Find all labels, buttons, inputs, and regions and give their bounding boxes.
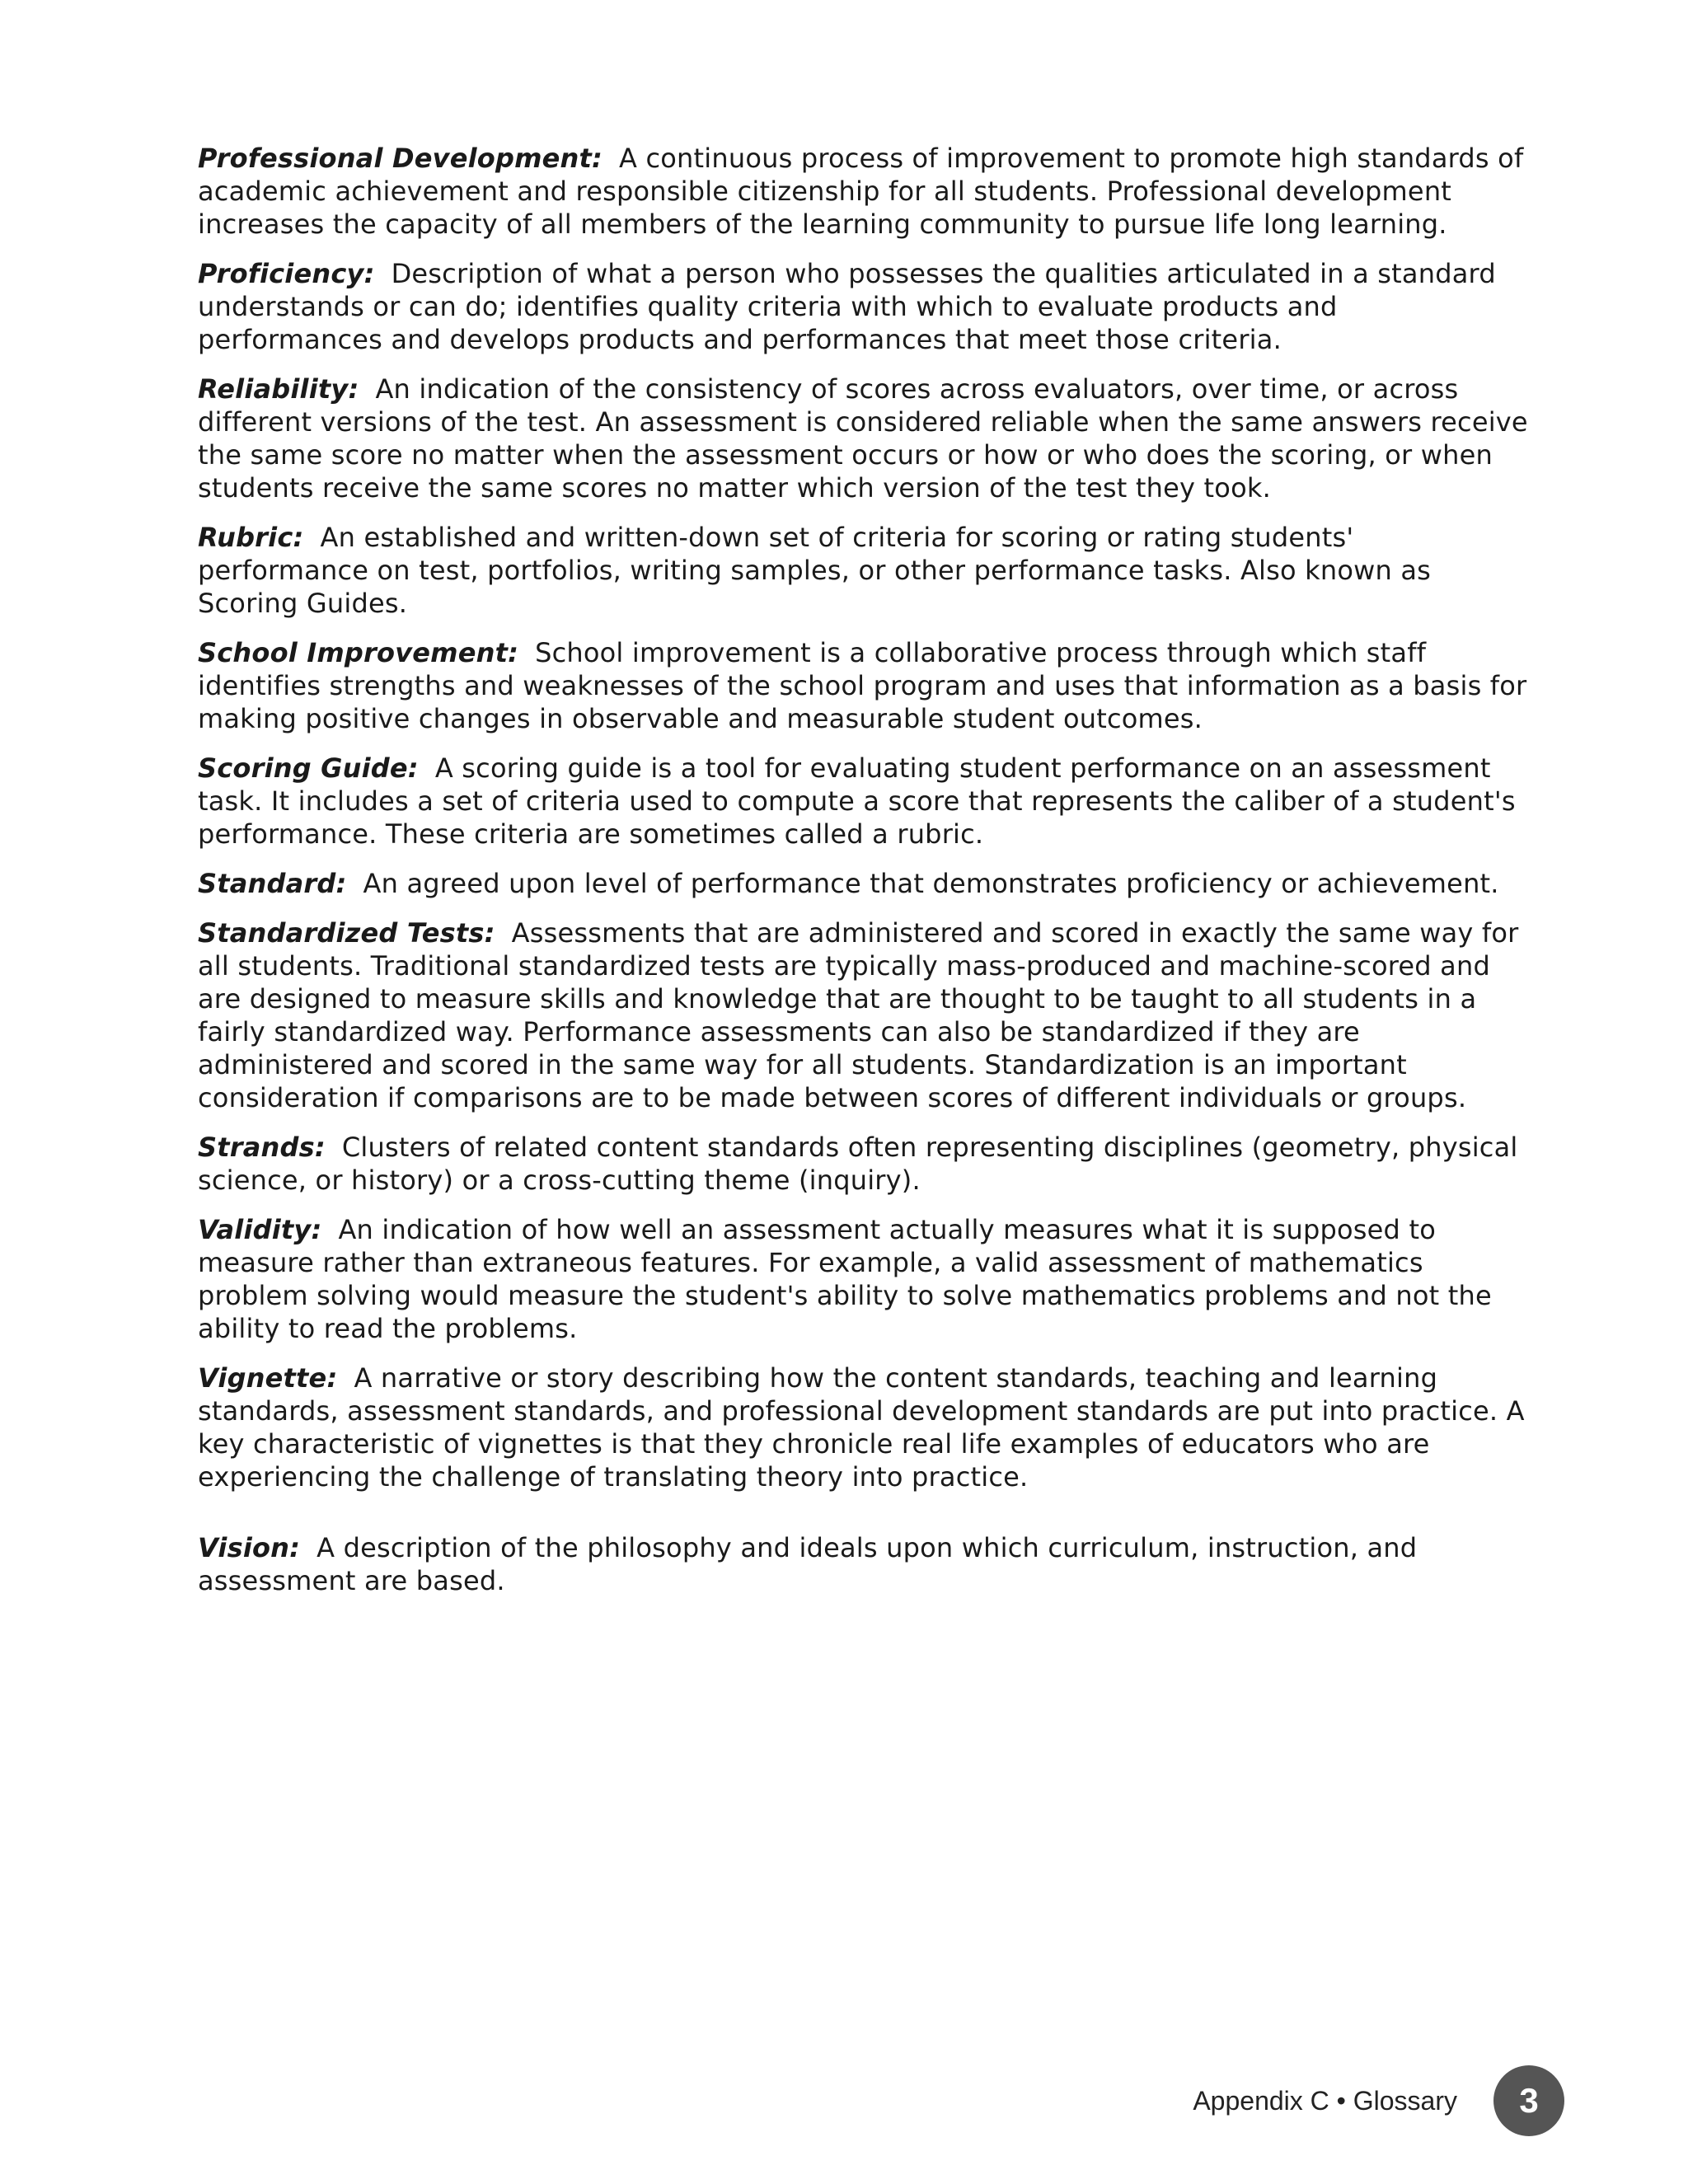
glossary-definition: An established and written-down set of criteria for scoring or rating students' performance on test, portfolios, writing samples, or other performance tasks. Also known as Scoring Guides. xyxy=(198,522,1432,619)
glossary-entry-professional-development xyxy=(198,142,1530,241)
glossary-term: Vignette: xyxy=(198,1362,338,1394)
glossary-entry-standardized-tests xyxy=(198,916,1530,1114)
glossary-entry-rubric xyxy=(198,521,1530,620)
glossary-definition: Clusters of related content standards often representing disciplines (geometry, physical science, or history) or a cross-cutting theme (inquiry). xyxy=(198,1132,1518,1196)
footer-section-label: Appendix C • Glossary xyxy=(1193,2085,1457,2116)
glossary-entry-scoring-guide xyxy=(198,752,1530,851)
glossary-entry-reliability xyxy=(198,373,1530,504)
glossary-term: Reliability: xyxy=(198,373,359,405)
glossary-entry-school-improvement xyxy=(198,636,1530,735)
glossary-definition: A narrative or story describing how the content standards, teaching and learning standards, assessment standards, and professional development standards are put into practice. A key characteristic of vignettes is that they chronicle real life examples of educators who are experiencing the challenge of translating theory into practice. xyxy=(198,1362,1525,1493)
glossary-term: Vision: xyxy=(198,1532,301,1563)
page-number-badge: 3 xyxy=(1493,2065,1564,2136)
glossary-list xyxy=(198,142,1530,1614)
glossary-term: Rubric: xyxy=(198,522,304,553)
glossary-definition: Assessments that are administered and scored in exactly the same way for all students. Traditional standardized tests are typically mass-produced and machine-scored and are designed to measure skills and knowledge that are thought to be taught to all students in a fairly standardized way. Performance assessments can also be standardized if they are administered and scored in the same way for all students. Standardization is an important consideration if comparisons are to be made between scores of different individuals or groups. xyxy=(198,917,1519,1113)
glossary-definition: A description of the philosophy and ideals upon which curriculum, instruction, and assessment are based. xyxy=(198,1532,1418,1596)
glossary-definition: Description of what a person who possesses the qualities articulated in a standard understands or can do; identifies quality criteria with which to evaluate products and performances and develops products and performances that meet those criteria. xyxy=(198,258,1496,355)
glossary-term: Standard: xyxy=(198,868,347,899)
glossary-term: Strands: xyxy=(198,1132,326,1163)
glossary-entry-validity xyxy=(198,1213,1530,1345)
glossary-term: Scoring Guide: xyxy=(198,752,419,784)
glossary-definition: An indication of the consistency of scores across evaluators, over time, or across different versions of the test. An assessment is considered reliable when the same answers receive the same score no matter when the assessment occurs or how or who does the scoring, or when students receive the same scores no matter which version of the test they took. xyxy=(198,373,1528,504)
glossary-term: Standardized Tests: xyxy=(198,917,495,949)
glossary-definition: A scoring guide is a tool for evaluating student performance on an assessment task. It includes a set of criteria used to compute a score that represents the caliber of a student's performance. These criteria are sometimes called a rubric. xyxy=(198,752,1516,850)
glossary-entry-strands xyxy=(198,1131,1530,1197)
glossary-definition: School improvement is a collaborative process through which staff identifies strengths and weaknesses of the school program and uses that information as a basis for making positive changes in observable and measurable student outcomes. xyxy=(198,637,1527,734)
glossary-entry-vision xyxy=(198,1531,1530,1597)
glossary-entry-standard xyxy=(198,867,1530,900)
glossary-entry-vignette xyxy=(198,1361,1530,1493)
glossary-entry-proficiency xyxy=(198,257,1530,356)
glossary-definition: An indication of how well an assessment actually measures what it is supposed to measure rather than extraneous features. For example, a valid assessment of mathematics problem solving would measure the student's ability to solve mathematics problems and not the ability to read the problems. xyxy=(198,1214,1492,1344)
glossary-definition: An agreed upon level of performance that demonstrates proficiency or achievement. xyxy=(363,868,1499,899)
glossary-term: Proficiency: xyxy=(198,258,375,289)
glossary-term: Professional Development: xyxy=(198,143,603,174)
page-footer xyxy=(1193,2065,1564,2136)
glossary-definition: A continuous process of improvement to promote high standards of academic achievement and responsible citizenship for all students. Professional development increases the capacity of all members of the learning community to pursue life long learning. xyxy=(198,143,1524,240)
glossary-term: Validity: xyxy=(198,1214,322,1245)
glossary-term: School Improvement: xyxy=(198,637,519,668)
